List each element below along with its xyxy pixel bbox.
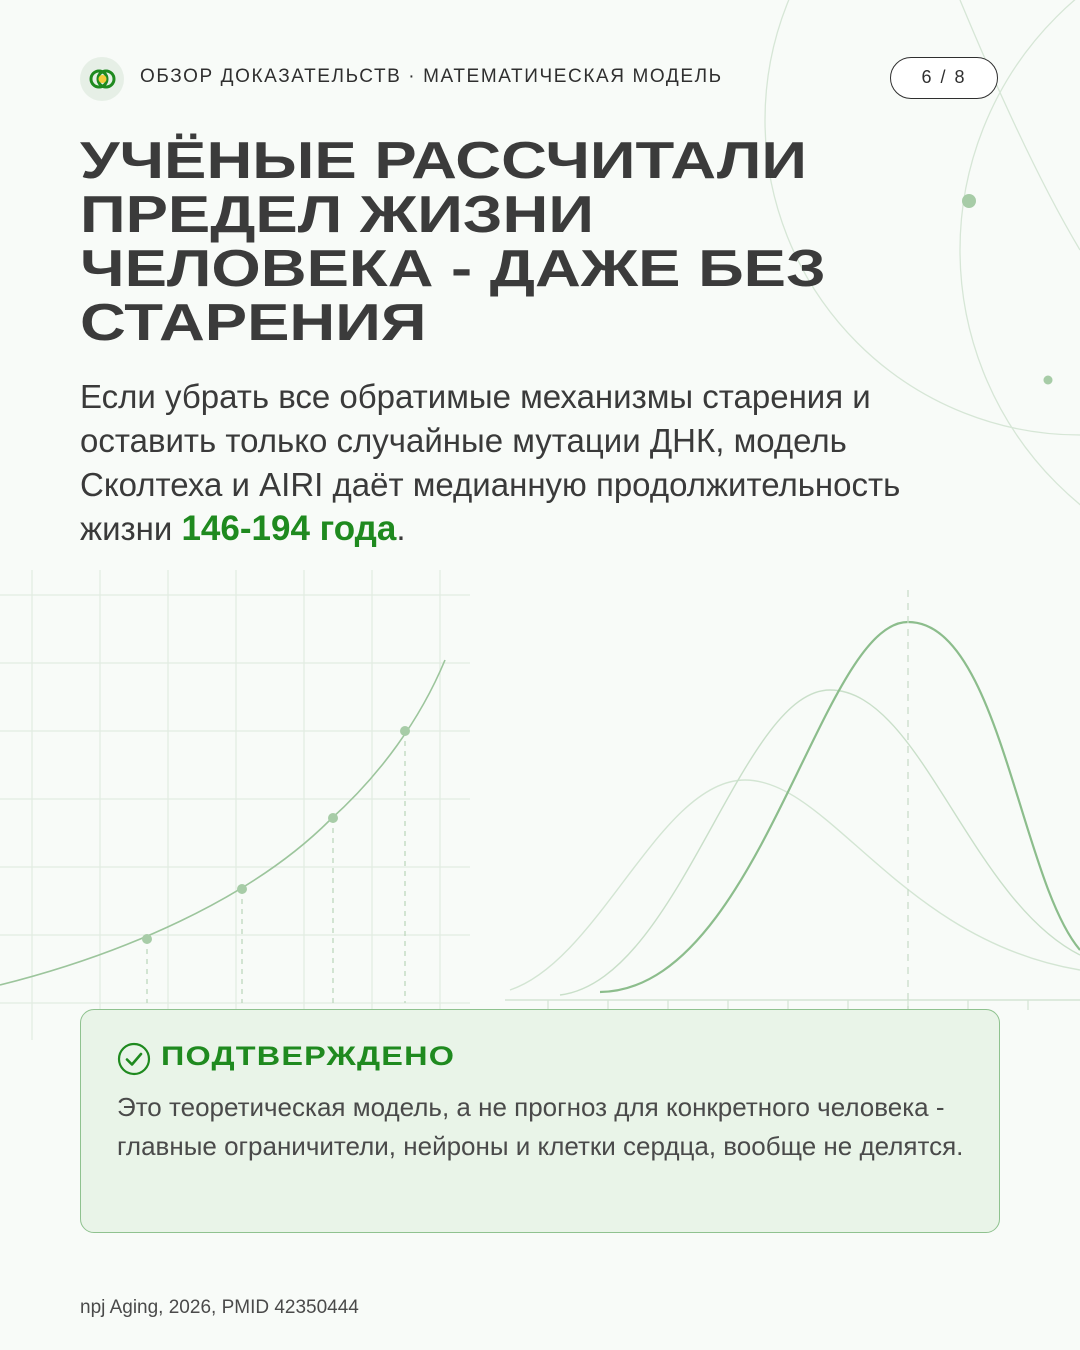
orbit-point [962, 194, 976, 208]
lifespan-highlight: 146-194 года [181, 509, 397, 548]
body-text-end: . [396, 510, 406, 547]
orbit-point [1044, 376, 1053, 385]
curve-point [400, 726, 410, 736]
body-text-main: Если убрать все обратимые механизмы старения и оставить только случайные мутации ДНК, модель Сколтеха и AIRI даёт медианную продолжительность жизни [80, 378, 901, 547]
confirmed-callout [80, 1009, 1000, 1233]
logo [80, 57, 124, 101]
background-grid [0, 570, 470, 1040]
section-title: ОБЗОР ДОКАЗАТЕЛЬСТВ · МАТЕМАТИЧЕСКАЯ МОДЕЛЬ [140, 66, 723, 87]
overlapping-circles-icon [80, 57, 124, 101]
bell-curve-medium [560, 690, 1080, 995]
orbit-arc [960, 0, 1080, 250]
citation: npj Aging, 2026, PMID 42350444 [80, 1297, 359, 1318]
curve-point [237, 884, 247, 894]
body-text [80, 375, 980, 551]
growth-curve [0, 660, 445, 985]
callout-text: Это теоретическая модель, а не прогноз для конкретного человека - главные ограничители, нейроны и клетки сердца, вообще не делятся. [117, 1092, 964, 1161]
check-circle-icon [117, 1042, 151, 1076]
bell-curve-wide [510, 780, 1080, 990]
headline: УЧЁНЫЕ РАССЧИТАЛИ ПРЕДЕЛ ЖИЗНИ ЧЕЛОВЕКА - ДАЖЕ БЕЗ СТАРЕНИЯ [80, 132, 826, 352]
curve-point [142, 934, 152, 944]
page-indicator: 6 / 8 [890, 57, 998, 99]
callout-title: ПОДТВЕРЖДЕНО [161, 1041, 456, 1071]
curve-point [328, 813, 338, 823]
bell-curve-main [600, 622, 1080, 992]
